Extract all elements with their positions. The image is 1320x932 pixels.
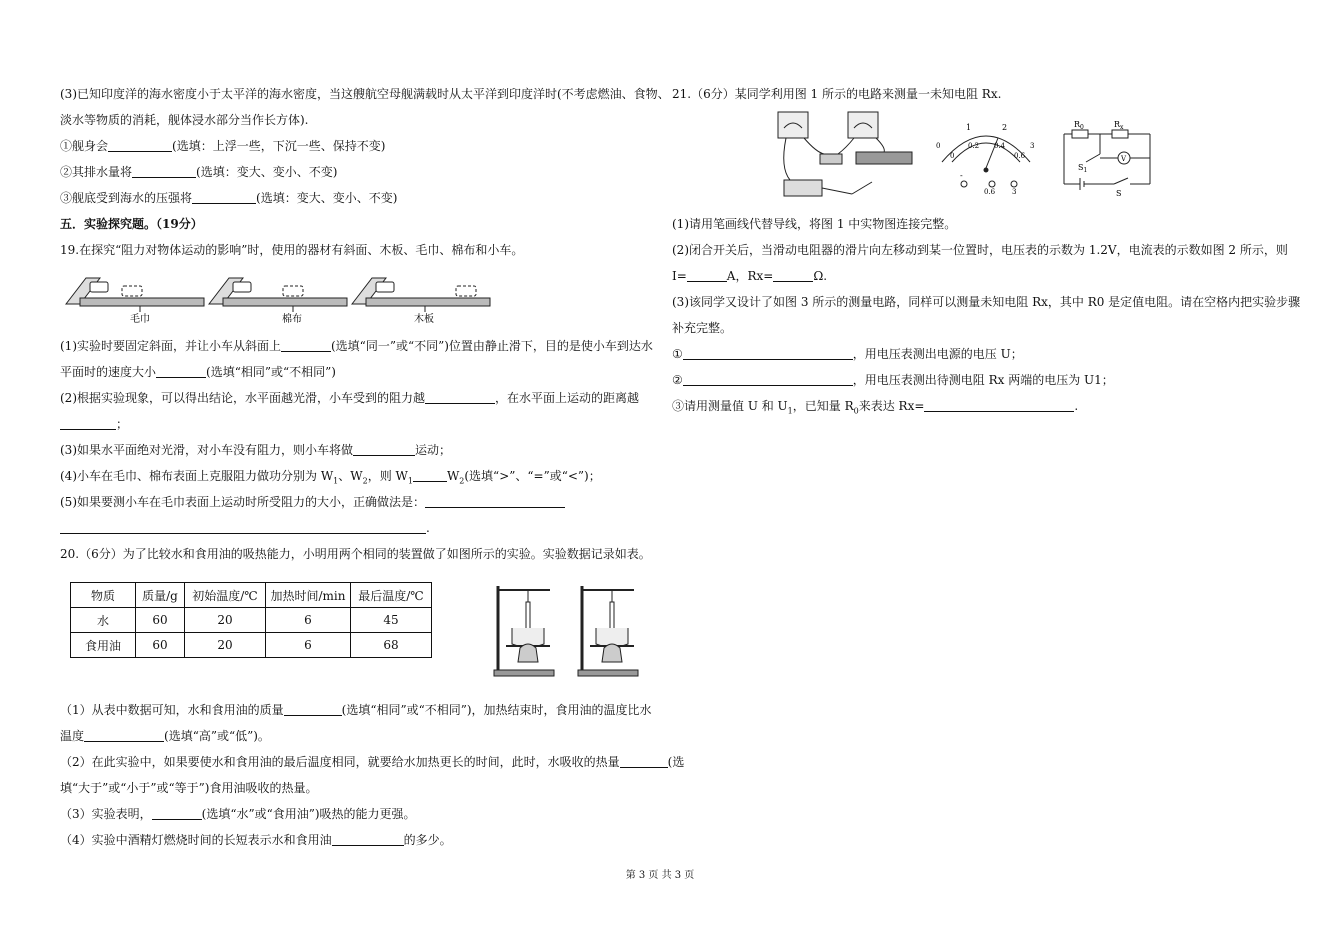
s-label: S bbox=[1116, 189, 1122, 198]
ramp-cotton bbox=[209, 278, 347, 312]
q18-3-b: ②其排水量将 (选填：变大、变小、不变) bbox=[60, 165, 338, 179]
q21-3-step3: ③请用测量值 U 和 $U_1$，已知量 $R_0$来表达 Rx= . bbox=[672, 399, 1079, 416]
answer-blank[interactable] bbox=[152, 807, 202, 820]
q21-3-line1: (3)该同学又设计了如图 3 所示的测量电路，同样可以测量未知电阻 Rx，其中 R0 是定值电阻。请在空格内把实验步骤 bbox=[672, 295, 1301, 309]
ramp-board bbox=[352, 278, 490, 312]
table-cell: 68 bbox=[351, 633, 432, 658]
q20-1-line2: 温度 (选填“高”或“低”)。 bbox=[60, 729, 270, 743]
q19-ramps-figure bbox=[64, 268, 494, 324]
table-cell: 6 bbox=[266, 633, 351, 658]
q21-figure2-dial bbox=[934, 118, 1038, 194]
table-header: 初始温度/℃ bbox=[185, 583, 266, 608]
q20-2-line2: 填“大于”或“小于”或“等于”)食用油吸收的热量。 bbox=[60, 781, 318, 795]
answer-blank[interactable] bbox=[281, 339, 331, 352]
answer-blank[interactable] bbox=[108, 139, 172, 152]
rx-label: $R_x$ bbox=[1114, 120, 1124, 131]
ramp-label-board: 木板 bbox=[414, 314, 434, 324]
table-cell: 20 bbox=[185, 633, 266, 658]
ramp-label-cotton: 棉布 bbox=[282, 314, 302, 324]
answer-blank[interactable] bbox=[156, 365, 206, 378]
ammeter-icon bbox=[778, 112, 808, 138]
table-header: 物质 bbox=[71, 583, 136, 608]
table-cell: 6 bbox=[266, 608, 351, 633]
dial-label: 0.4 bbox=[994, 142, 1006, 150]
q19-intro: 19.在探究“阻力对物体运动的影响”时，使用的器材有斜面、木板、毛巾、棉布和小车。 bbox=[60, 243, 524, 257]
section-5-title: 五．实验探究题。（19分） bbox=[60, 217, 203, 231]
table-cell: 45 bbox=[351, 608, 432, 633]
answer-blank[interactable] bbox=[683, 347, 853, 360]
table-cell: 食用油 bbox=[71, 633, 136, 658]
q21-2-line2: I= A，Rx= Ω. bbox=[672, 269, 828, 283]
table-cell: 60 bbox=[136, 633, 185, 658]
answer-blank[interactable] bbox=[773, 269, 813, 282]
s1-label: $S_1$ bbox=[1078, 163, 1088, 174]
dial-terminal-label: - bbox=[960, 171, 963, 180]
q21-figure1-circuit bbox=[776, 108, 916, 204]
q20-data-table bbox=[70, 582, 432, 658]
q21-2-line1: (2)闭合开关后，当滑动电阻器的滑片向左移动到某一位置时，电压表的示数为 1.2V，电流表的示数如图 2 所示，则 bbox=[672, 243, 1288, 257]
answer-blank[interactable] bbox=[924, 399, 1074, 412]
ramp-label-towel: 毛巾 bbox=[130, 314, 150, 324]
answer-blank[interactable] bbox=[332, 833, 404, 846]
answer-blank[interactable] bbox=[60, 417, 116, 430]
voltmeter-label: V bbox=[1121, 155, 1127, 163]
q19-5-line1: (5)如果要测小车在毛巾表面上运动时所受阻力的大小，正确做法是： bbox=[60, 494, 565, 510]
dial-label: 0 bbox=[936, 142, 941, 150]
q21-1: (1)请用笔画线代替导线，将图 1 中实物图连接完整。 bbox=[672, 217, 957, 231]
battery-icon bbox=[784, 180, 822, 196]
q19-1-line2: 平面时的速度大小 (选填“相同”或“不相同”) bbox=[60, 365, 336, 379]
dial-label: 2 bbox=[1002, 123, 1008, 132]
answer-blank[interactable] bbox=[353, 443, 415, 456]
q18-3-line2: 淡水等物质的消耗，舰体浸水部分当作长方体). bbox=[60, 113, 309, 127]
q21-intro: 21.（6分）某同学利用图 1 所示的电路来测量一未知电阻 Rx. bbox=[672, 87, 1002, 101]
answer-blank[interactable] bbox=[132, 165, 196, 178]
q21-3-step2: ② ，用电压表测出待测电阻 Rx 两端的电压为 U1； bbox=[672, 373, 1114, 387]
apparatus-left bbox=[494, 586, 554, 676]
r0-label: $R_0$ bbox=[1074, 120, 1084, 131]
table-header: 质量/g bbox=[136, 583, 185, 608]
table-row bbox=[71, 608, 432, 633]
dial-label: 1 bbox=[966, 123, 972, 132]
dial-terminal-label: 0.6 bbox=[984, 188, 996, 194]
q20-2-line1: （2）在此实验中，如果要使水和食用油的最后温度相同，就要给水加热更长的时间，此时，水吸收的热量 (选 bbox=[60, 755, 685, 769]
rx-resistor-icon bbox=[1112, 130, 1128, 138]
answer-blank[interactable] bbox=[84, 729, 164, 742]
page-footer: 第 3 页 共 3 页 bbox=[625, 870, 695, 881]
answer-blank[interactable] bbox=[425, 391, 495, 404]
s-switch-icon bbox=[1114, 178, 1128, 184]
q20-1-line1: （1）从表中数据可知，水和食用油的质量 (选填“相同”或“不相同”)，加热结束时，食用油的温度比水 bbox=[60, 703, 652, 717]
table-header-row bbox=[71, 583, 432, 608]
table-row bbox=[71, 633, 432, 658]
dial-label: 0.2 bbox=[968, 142, 980, 150]
dial-label: 0.6 bbox=[1014, 152, 1026, 160]
table-header: 最后温度/℃ bbox=[351, 583, 432, 608]
q19-5-line2: . bbox=[60, 520, 430, 536]
q21-3-line2: 补充完整。 bbox=[672, 321, 733, 335]
table-cell: 20 bbox=[185, 608, 266, 633]
dial-terminal-label: 3 bbox=[1012, 188, 1017, 194]
q19-1-line1: (1)实验时要固定斜面，并让小车从斜面上 (选填“同一”或“不同”)位置由静止滑下，目的是使小车到达水 bbox=[60, 339, 653, 353]
answer-blank[interactable] bbox=[413, 469, 447, 482]
q19-4: (4)小车在毛巾、棉布表面上克服阻力做功分别为 $W_1$、$W_2$，则 $W_1$ $W_2$(选填“>”、“=”或“<”)； bbox=[60, 469, 601, 486]
q19-2-line1: (2)根据实验现象，可以得出结论，水平面越光滑，小车受到的阻力越 ，在水平面上运动的距离越 bbox=[60, 391, 640, 405]
ramp-towel bbox=[66, 278, 204, 312]
answer-blank[interactable] bbox=[284, 703, 342, 716]
voltmeter-icon bbox=[848, 112, 878, 138]
q18-3-a: ①舰身会 (选填：上浮一些，下沉一些、保持不变) bbox=[60, 139, 386, 153]
q21-3-step1: ① ，用电压表测出电源的电压 U； bbox=[672, 347, 1023, 361]
answer-blank[interactable] bbox=[425, 495, 565, 508]
rheostat-icon bbox=[856, 152, 912, 164]
q21-figure3-schematic bbox=[1060, 118, 1156, 198]
q20-3: （3）实验表明， (选填“水”或“食用油”)吸热的能力更强。 bbox=[60, 807, 416, 821]
table-cell: 60 bbox=[136, 608, 185, 633]
q20-intro: 20.（6分）为了比较水和食用油的吸热能力，小明用两个相同的装置做了如图所示的实验。实验数据记录如表。 bbox=[60, 547, 651, 561]
answer-blank[interactable] bbox=[192, 191, 256, 204]
r0-resistor-icon bbox=[1072, 130, 1088, 138]
resistor-icon bbox=[820, 154, 842, 164]
answer-blank[interactable] bbox=[60, 521, 426, 534]
s1-switch-icon bbox=[1086, 154, 1100, 162]
q19-3: (3)如果水平面绝对光滑，对小车没有阻力，则小车将做 运动； bbox=[60, 443, 452, 457]
dial-label: 3 bbox=[1030, 142, 1035, 150]
answer-blank[interactable] bbox=[620, 755, 668, 768]
q18-3-c: ③舰底受到海水的压强将 (选填：变大、变小、不变) bbox=[60, 191, 398, 205]
table-header: 加热时间/min bbox=[266, 583, 351, 608]
table-cell: 水 bbox=[71, 608, 136, 633]
answer-blank[interactable] bbox=[687, 269, 727, 282]
apparatus-right bbox=[578, 586, 638, 676]
answer-blank[interactable] bbox=[683, 373, 853, 386]
q18-3-line1: (3)已知印度洋的海水密度小于太平洋的海水密度，当这艘航空母舰满载时从太平洋到印度洋时(不考虑燃油、食物、 bbox=[60, 87, 670, 101]
q20-4: （4）实验中酒精灯燃烧时间的长短表示水和食用油 的多少。 bbox=[60, 833, 452, 847]
dial-label: 0 bbox=[950, 152, 955, 160]
q20-heating-figure bbox=[492, 582, 652, 680]
switch-icon bbox=[852, 182, 872, 194]
q19-2-line2: ； bbox=[60, 416, 128, 432]
